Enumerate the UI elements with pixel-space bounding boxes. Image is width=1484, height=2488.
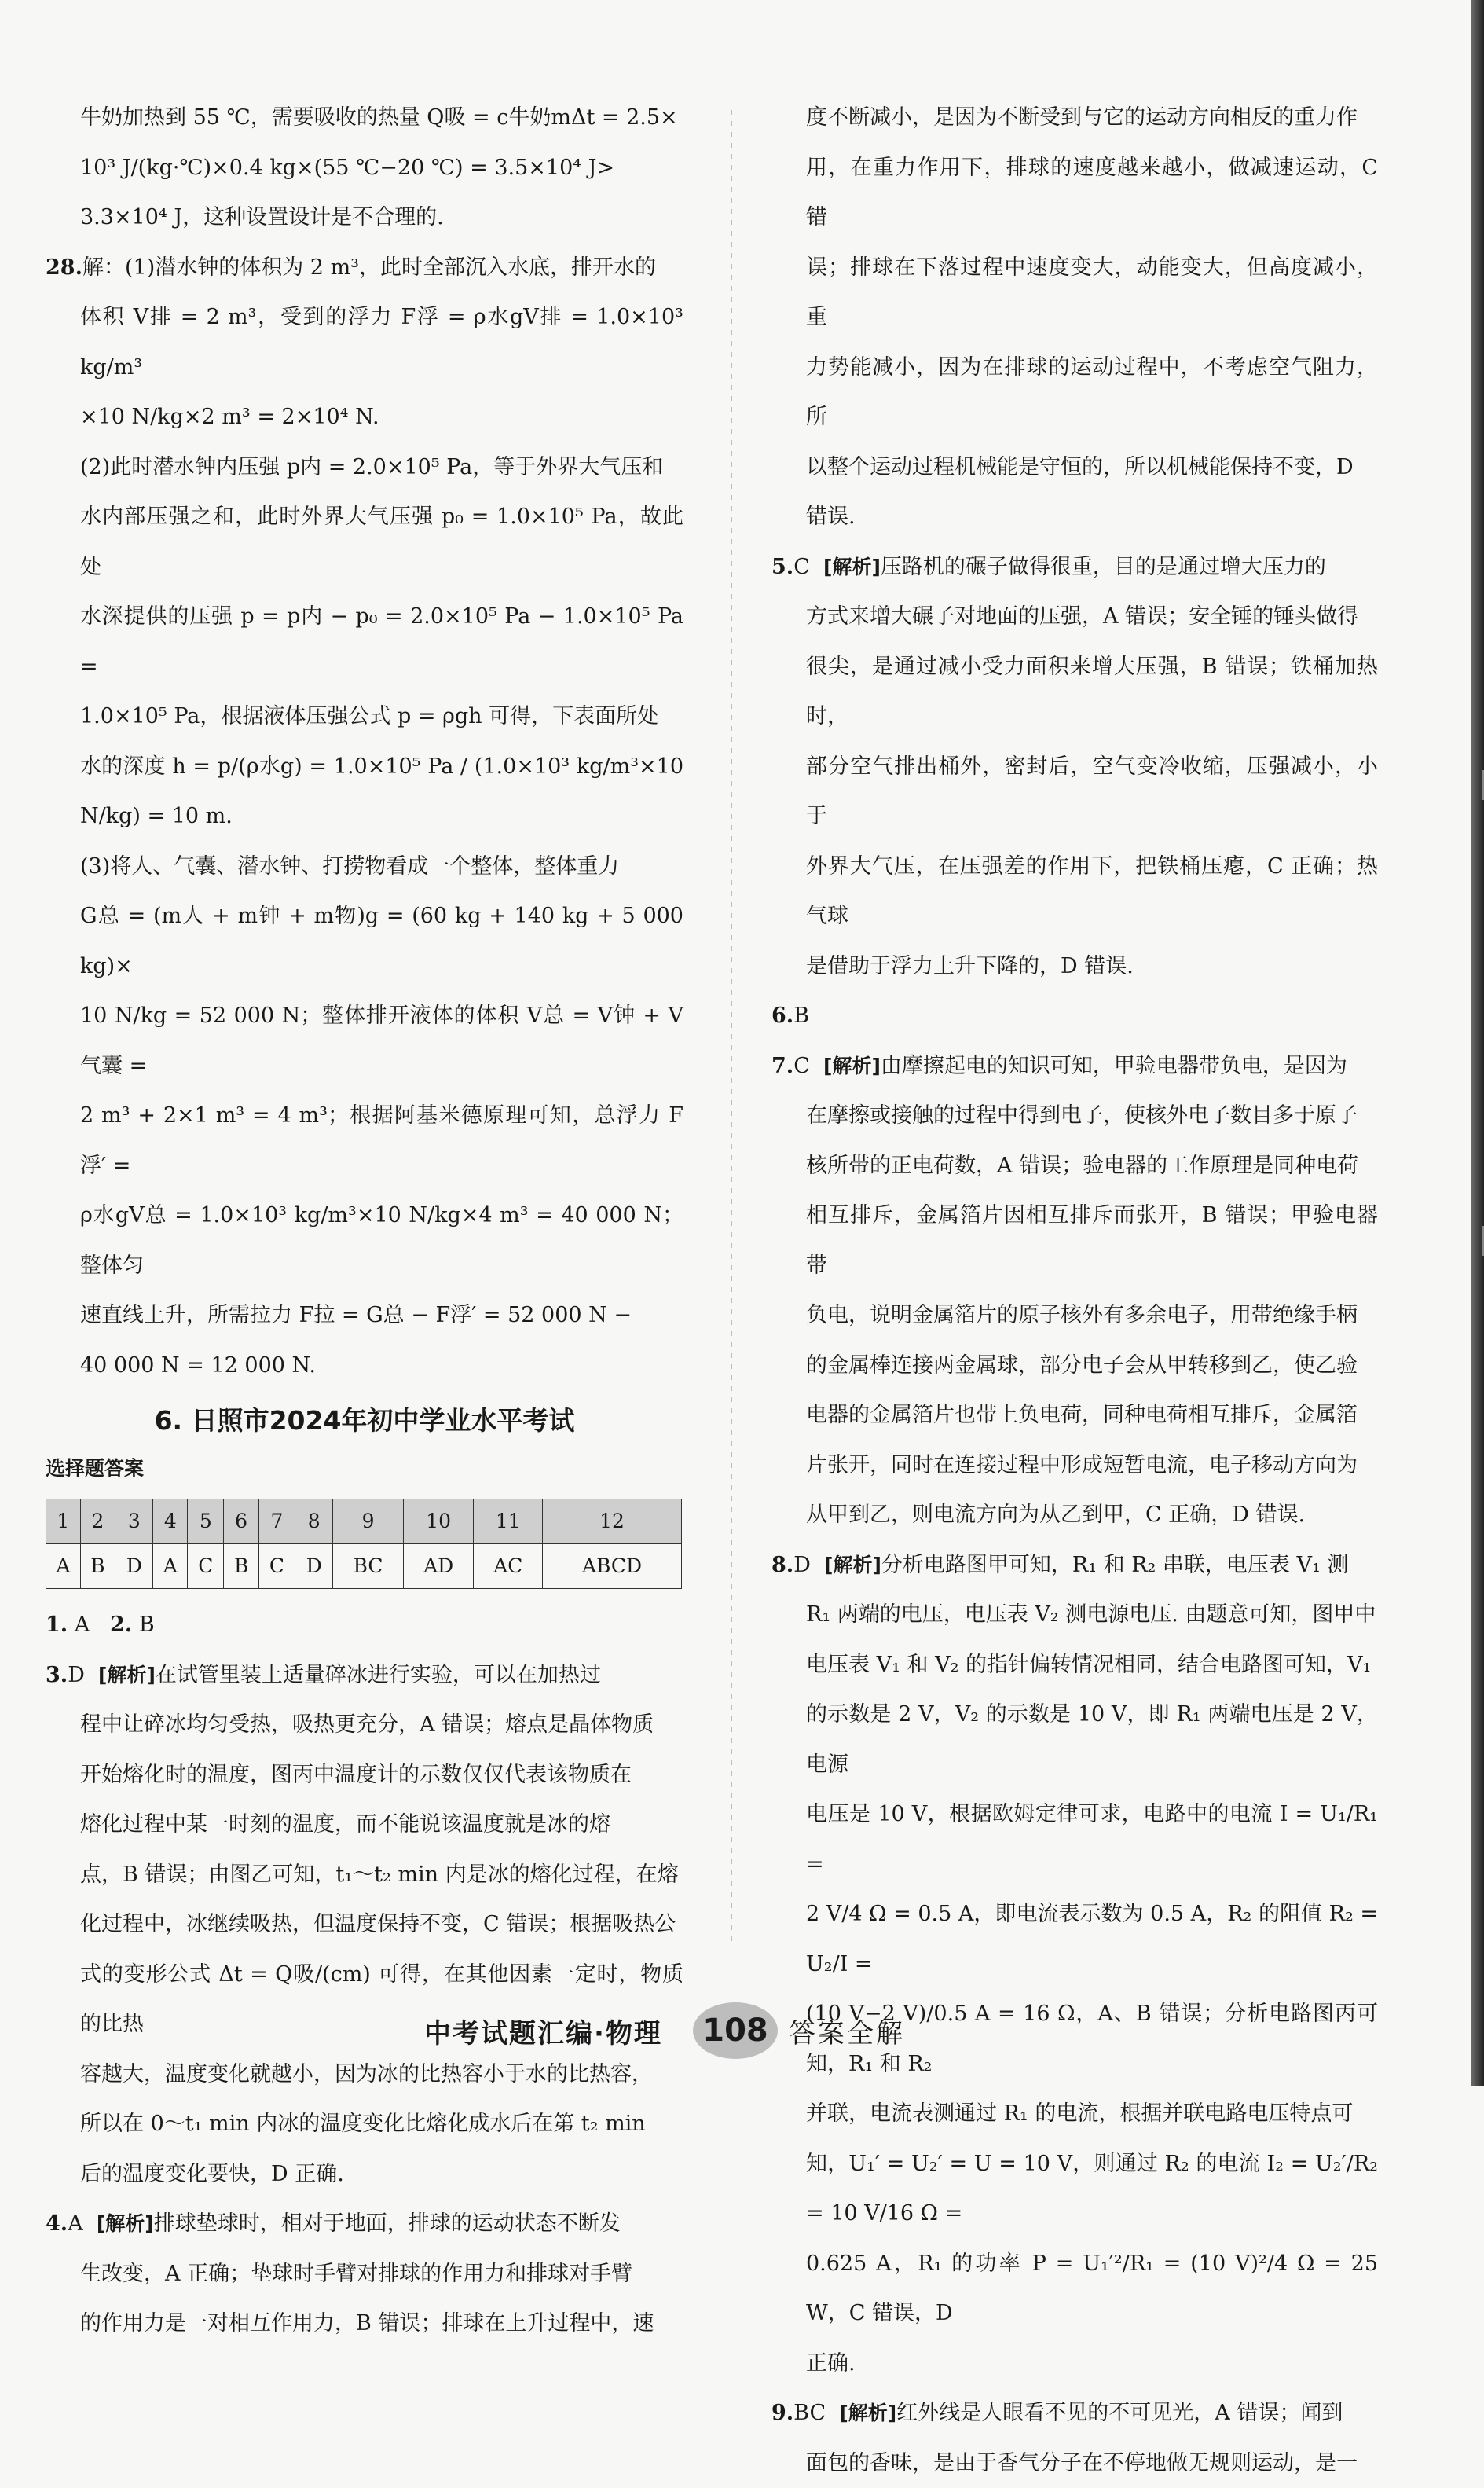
text-line: 40 000 N = 12 000 N. (46, 1341, 683, 1391)
text-line: 在摩擦或接触的过程中得到电子，使核外电子数目多于原子 (771, 1091, 1378, 1141)
question-number: 4. (46, 2211, 68, 2236)
text-line: 所以在 0～t₁ min 内冰的温度变化比熔化成水后在第 t₂ min (46, 2099, 683, 2149)
answer-cell: B (224, 1544, 258, 1589)
answer-cell: D (115, 1544, 153, 1589)
answer-letter: D (68, 1663, 85, 1687)
page-footer (0, 2002, 1484, 2065)
text-line: 知，U₁′ = U₂′ = U = 10 V，则通过 R₂ 的电流 I₂ = U₂′/R₂ = 10 V/16 Ω = (771, 2139, 1378, 2239)
answer-letter: A (68, 2211, 83, 2236)
question-1-2 (46, 1600, 683, 1650)
text-line: 2 m³ + 2×1 m³ = 4 m³；根据阿基米德原理可知，总浮力 F浮′ = (46, 1091, 683, 1191)
question-number-cell: 11 (474, 1499, 543, 1544)
text-line: 用，在重力作用下，排球的速度越来越小，做减速运动，C 错 (771, 143, 1378, 243)
text-line: 很尖，是通过减小受力面积来增大压强，B 错误；铁桶加热时， (771, 642, 1378, 742)
text-line: 程中让碎冰均匀受热，吸热更充分，A 错误；熔点是晶体物质 (46, 1700, 683, 1750)
text-line: ρ水gV总 = 1.0×10³ kg/m³×10 N/kg×4 m³ = 40 000 N；整体匀 (46, 1191, 683, 1290)
question-number-cell: 2 (80, 1499, 115, 1544)
answer-cell: A (46, 1544, 81, 1589)
question-number: 5. (771, 555, 793, 579)
answer-cell: C (258, 1544, 295, 1589)
text-line: 方式来增大碾子对地面的压强，A 错误；安全锤的锤头做得 (771, 592, 1378, 642)
question-number: 6. (771, 1004, 793, 1028)
text-line: 片张开，同时在连接过程中形成短暂电流，电子移动方向为 (771, 1440, 1378, 1491)
text-line: 熔化过程中某一时刻的温度，而不能说该温度就是冰的熔 (46, 1800, 683, 1850)
text-line: 开始熔化时的温度，图丙中温度计的示数仅仅代表该物质在 (46, 1750, 683, 1800)
question-4 (46, 2199, 683, 2349)
analysis-tag: [解析] (823, 556, 881, 578)
analysis-tag: [解析] (823, 1055, 881, 1077)
text-line: 在试管里装上适量碎冰进行实验，可以在加热过 (156, 1663, 601, 1687)
question-number: 8. (771, 1553, 793, 1577)
section-label: 答案全解 (789, 2012, 905, 2050)
text-line: (3)将人、气囊、潜水钟、打捞物看成一个整体，整体重力 (46, 842, 683, 892)
text-line: 相互排斥，金属箔片因相互排斥而张开，B 错误；甲验电器带 (771, 1191, 1378, 1290)
question-5 (771, 542, 1378, 992)
text-line: 误；排球在下落过程中速度变大，动能变大，但高度减小，重 (771, 243, 1378, 343)
text-line: 牛奶加热到 55 ℃，需要吸收的热量 Q吸 = c牛奶mΔt = 2.5× (46, 93, 683, 143)
page-edge-shadow (1471, 0, 1484, 2086)
question-number: 2. (110, 1613, 132, 1637)
question-number: 7. (771, 1054, 793, 1078)
text-line: 电压表 V₁ 和 V₂ 的指针偏转情况相同，结合电路图可知，V₁ (771, 1640, 1378, 1690)
answer-table (46, 1499, 682, 1589)
text-line: G总 = (m人 + m钟 + m物)g = (60 kg + 140 kg + 5 000 kg)× (46, 891, 683, 991)
text-line: 水深提供的压强 p = p内 − p₀ = 2.0×10⁵ Pa − 1.0×10⁵ Pa = (46, 592, 683, 692)
answer-table-answer-row (46, 1544, 682, 1589)
text-line: 核所带的正电荷数，A 错误；验电器的工作原理是同种电荷 (771, 1141, 1378, 1191)
text-line: 电压是 10 V，根据欧姆定律可求，电路中的电流 I = U₁/R₁ = (771, 1789, 1378, 1889)
text-line: 面包的香味，是由于香气分子在不停地做无规则运动，是一 (771, 2438, 1378, 2488)
text-line: 10³ J/(kg·℃)×0.4 kg×(55 ℃−20 ℃) = 3.5×10⁴ J> (46, 143, 683, 193)
question-number-cell: 5 (188, 1499, 224, 1544)
answer-cell: A (153, 1544, 188, 1589)
question-7 (771, 1041, 1378, 1540)
q27-continuation (46, 93, 683, 243)
analysis-tag: [解析] (839, 2402, 896, 2424)
answer-letter: B (793, 1004, 809, 1028)
text-line: 部分空气排出桶外，密封后，空气变冷收缩，压强减小，小于 (771, 742, 1378, 842)
question-28 (46, 243, 683, 1391)
answer-cell: AD (403, 1544, 474, 1589)
text-line: 从甲到乙，则电流方向为从乙到甲，C 正确，D 错误. (771, 1490, 1378, 1540)
text-line: 的示数是 2 V，V₂ 的示数是 10 V，即 R₁ 两端电压是 2 V，电源 (771, 1690, 1378, 1789)
text-line: 0.625 A，R₁ 的功率 P = U₁′²/R₁ = (10 V)²/4 Ω = 25 W，C 错误，D (771, 2239, 1378, 2339)
question-number-cell: 12 (543, 1499, 682, 1544)
answer-table-header-row (46, 1499, 682, 1544)
choice-answers-title: 选择题答案 (46, 1447, 683, 1491)
answer-letter: BC (793, 2401, 826, 2425)
question-number-cell: 7 (258, 1499, 295, 1544)
text-line: 错误. (771, 492, 1378, 542)
answer-cell: C (188, 1544, 224, 1589)
question-number: 9. (771, 2401, 793, 2425)
text-line: 3.3×10⁴ J，这种设置设计是不合理的. (46, 193, 683, 243)
text-line: 化过程中，冰继续吸热，但温度保持不变，C 错误；根据吸热公 (46, 1899, 683, 1950)
text-line: (10 V−2 V)/0.5 A = 16 Ω，A、B 错误；分析电路图丙可知，R₁ 和 R₂ (771, 1989, 1378, 2089)
text-line: 分析电路图甲可知，R₁ 和 R₂ 串联，电压表 V₁ 测 (881, 1553, 1349, 1577)
page-number: 108 (693, 2002, 778, 2059)
text-line: 电器的金属箔片也带上负电荷，同种电荷相互排斥，金属箔 (771, 1390, 1378, 1440)
answer-cell: BC (333, 1544, 403, 1589)
text-line: 以整个运动过程机械能是守恒的，所以机械能保持不变，D (771, 442, 1378, 493)
question-number-cell: 6 (224, 1499, 258, 1544)
text-line: 度不断减小，是因为不断受到与它的运动方向相反的重力作 (771, 93, 1378, 143)
question-number-cell: 3 (115, 1499, 153, 1544)
text-line: 点，B 错误；由图乙可知，t₁～t₂ min 内是冰的熔化过程，在熔 (46, 1850, 683, 1900)
answer-letter: A (75, 1613, 90, 1637)
text-line: 的金属棒连接两金属球，部分电子会从甲转移到乙，使乙验 (771, 1341, 1378, 1391)
text-line: 2 V/4 Ω = 0.5 A，即电流表示数为 0.5 A，R₂ 的阻值 R₂ = U₂/I = (771, 1889, 1378, 1989)
text-line: 压路机的碾子做得很重，目的是通过增大压力的 (881, 555, 1326, 579)
question-number-cell: 10 (403, 1499, 474, 1544)
question-number-cell: 1 (46, 1499, 81, 1544)
answer-cell: B (80, 1544, 115, 1589)
question-number-cell: 8 (295, 1499, 333, 1544)
question-number: 28. (46, 255, 82, 280)
analysis-tag: [解析] (98, 1664, 156, 1686)
question-number-cell: 9 (333, 1499, 403, 1544)
text-line: R₁ 两端的电压，电压表 V₂ 测电源电压. 由题意可知，图甲中 (771, 1590, 1378, 1640)
book-title: 中考试题汇编·物理 (424, 2012, 662, 2050)
question-number: 3. (46, 1663, 68, 1687)
text-line: 速直线上升，所需拉力 F拉 = G总 − F浮′ = 52 000 N − (46, 1290, 683, 1341)
text-line: 负电，说明金属箔片的原子核外有多余电子，用带绝缘手柄 (771, 1290, 1378, 1341)
text-line: 容越大，温度变化就越小，因为冰的比热容小于水的比热容， (46, 2049, 683, 2100)
text-line: 1.0×10⁵ Pa，根据液体压强公式 p = ρgh 可得，下表面所处 (46, 692, 683, 742)
question-3 (46, 1650, 683, 2200)
text-line: (2)此时潜水钟内压强 p内 = 2.0×10⁵ Pa，等于外界大气压和 (46, 442, 683, 493)
text-line: 是借助于浮力上升下降的，D 错误. (771, 941, 1378, 992)
question-9 (771, 2388, 1378, 2488)
text-line: 排球垫球时，相对于地面，排球的运动状态不断发 (154, 2211, 621, 2236)
text-line: 由摩擦起电的知识可知，甲验电器带负电，是因为 (881, 1054, 1347, 1078)
text-line: 体积 V排 = 2 m³，受到的浮力 F浮 = ρ水gV排 = 1.0×10³ kg/m³ (46, 292, 683, 392)
text-line: ×10 N/kg×2 m³ = 2×10⁴ N. (46, 392, 683, 442)
answer-cell: D (295, 1544, 333, 1589)
column-divider (731, 110, 732, 1941)
question-number-cell: 4 (153, 1499, 188, 1544)
question-8 (771, 1540, 1378, 2389)
text-line: 式的变形公式 Δt = Q吸/(cm) 可得，在其他因素一定时，物质的比热 (46, 1950, 683, 2049)
answer-letter: B (139, 1613, 155, 1637)
right-column (771, 93, 1378, 2488)
question-6 (771, 991, 1378, 1041)
text-line: 红外线是人眼看不见的不可见光，A 错误；闻到 (896, 2401, 1343, 2425)
analysis-tag: [解析] (97, 2212, 154, 2235)
text-line: 解：(1)潜水钟的体积为 2 m³，此时全部沉入水底，排开水的 (82, 255, 656, 280)
q4-continuation (771, 93, 1378, 542)
question-number: 1. (46, 1613, 68, 1637)
text-line: 水内部压强之和，此时外界大气压强 p₀ = 1.0×10⁵ Pa，故此处 (46, 492, 683, 592)
text-line: 的作用力是一对相互作用力，B 错误；排球在上升过程中，速 (46, 2299, 683, 2349)
answer-letter: C (793, 1054, 810, 1078)
section-title: 6. 日照市2024年初中学业水平考试 (46, 1395, 683, 1447)
analysis-tag: [解析] (824, 1554, 881, 1576)
text-line: 后的温度变化要快，D 正确. (46, 2149, 683, 2200)
text-line: 正确. (771, 2339, 1378, 2389)
text-line: 并联，电流表测通过 R₁ 的电流，根据并联电路电压特点可 (771, 2089, 1378, 2139)
answer-letter: C (793, 555, 810, 579)
text-line: 力势能减小，因为在排球的运动过程中，不考虑空气阻力，所 (771, 343, 1378, 442)
answer-cell: ABCD (543, 1544, 682, 1589)
text-line: 10 N/kg = 52 000 N；整体排开液体的体积 V总 = V钟 + V气囊 = (46, 991, 683, 1091)
answer-cell: AC (474, 1544, 543, 1589)
answer-letter: D (793, 1553, 811, 1577)
text-line: 水的深度 h = p/(ρ水g) = 1.0×10⁵ Pa / (1.0×10³ kg/m³×10 N/kg) = 10 m. (46, 742, 683, 842)
text-line: 生改变，A 正确；垫球时手臂对排球的作用力和排球对手臂 (46, 2249, 683, 2299)
text-line: 外界大气压，在压强差的作用下，把铁桶压瘪，C 正确；热气球 (771, 842, 1378, 941)
